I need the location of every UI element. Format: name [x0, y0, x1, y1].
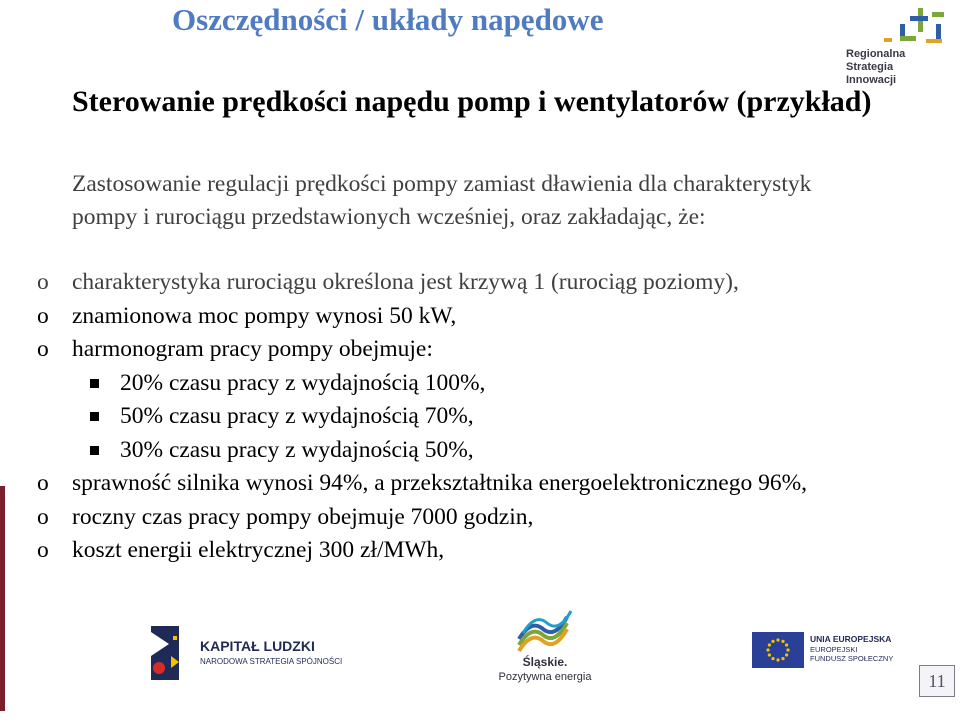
rsi-logo — [844, 6, 954, 94]
list-item — [0, 501, 960, 535]
page-number: 11 — [919, 665, 955, 697]
eu-logo-line: EUROPEJSKI — [810, 645, 858, 654]
kapital-ludzki-name: KAPITAŁ LUDZKI — [200, 638, 315, 654]
eu-logo-title: UNIA EUROPEJSKA — [810, 634, 892, 644]
slaskie-wave-icon — [513, 605, 577, 655]
sub-list-item-text: 20% czasu pracy z wydajnością 100%, — [120, 369, 486, 396]
slide-subtitle: Sterowanie prędkości napędu pomp i wentylatorów (przykład) — [72, 85, 872, 118]
assumptions-list — [0, 266, 960, 568]
bullet-marker: o — [37, 336, 49, 362]
intro-paragraph — [72, 168, 922, 234]
eu-logo-line: FUNDUSZ SPOŁECZNY — [810, 654, 894, 663]
rsi-logo-line: Strategia — [846, 61, 894, 73]
rsi-logo-line: Regionalna — [846, 48, 906, 60]
eu-logo-subtitle — [810, 645, 893, 663]
square-bullet-icon — [90, 379, 99, 388]
bullet-marker: o — [37, 503, 49, 530]
list-item-text: roczny czas pracy pompy obejmuje 7000 godzin, — [72, 503, 534, 530]
list-item — [0, 266, 960, 300]
sub-list-item-text: 50% czasu pracy z wydajnością 70%, — [120, 403, 474, 429]
list-item-text: sprawność silnika wynosi 94%, a przekształtnika energoelektronicznego 96%, — [72, 470, 808, 496]
kapital-ludzki-subtitle: NARODOWA STRATEGIA SPÓJNOŚCI — [200, 657, 343, 666]
list-item-text: charakterystyka rurociągu określona jest krzywą 1 (rurociąg poziomy), — [72, 269, 739, 295]
slaskie-name: Śląskie. — [522, 655, 568, 669]
bullet-marker: o — [37, 302, 49, 329]
sub-list-item — [0, 367, 960, 401]
rsi-logo-icon — [880, 6, 952, 48]
sub-list-item — [0, 400, 960, 434]
slaskie-slogan: Pozytywna energia — [498, 671, 592, 683]
eu-logo — [752, 630, 892, 670]
list-item — [0, 300, 960, 334]
list-item-text: znamionowa moc pompy wynosi 50 kW, — [72, 302, 457, 329]
kapital-ludzki-icon — [145, 622, 197, 686]
list-item-text: harmonogram pracy pompy obejmuje: — [72, 336, 433, 362]
list-item — [0, 333, 960, 367]
list-item — [0, 467, 960, 501]
list-item — [0, 534, 960, 568]
slide-title: Oszczędności / układy napędowe — [172, 2, 604, 37]
list-item-text: koszt energii elektrycznej 300 zł/MWh, — [72, 537, 445, 563]
intro-line: Zastosowanie regulacji prędkości pompy zamiast dławienia dla charakterystyk — [72, 171, 812, 197]
sub-list-item — [0, 434, 960, 468]
left-accent-bar — [0, 486, 5, 711]
rsi-logo-line: Innowacji — [846, 74, 897, 86]
intro-line: pompy i rurociągu przedstawionych wcześniej, oraz zakładając, że: — [72, 204, 706, 230]
kapital-ludzki-logo — [145, 622, 343, 686]
slaskie-logo — [495, 605, 595, 691]
bullet-marker: o — [37, 269, 49, 295]
eu-flag-icon — [752, 632, 804, 668]
square-bullet-icon — [90, 446, 99, 455]
bullet-marker: o — [37, 537, 49, 563]
sub-list-item-text: 30% czasu pracy z wydajnością 50%, — [120, 436, 474, 463]
bullet-marker: o — [37, 470, 49, 496]
square-bullet-icon — [90, 412, 99, 421]
